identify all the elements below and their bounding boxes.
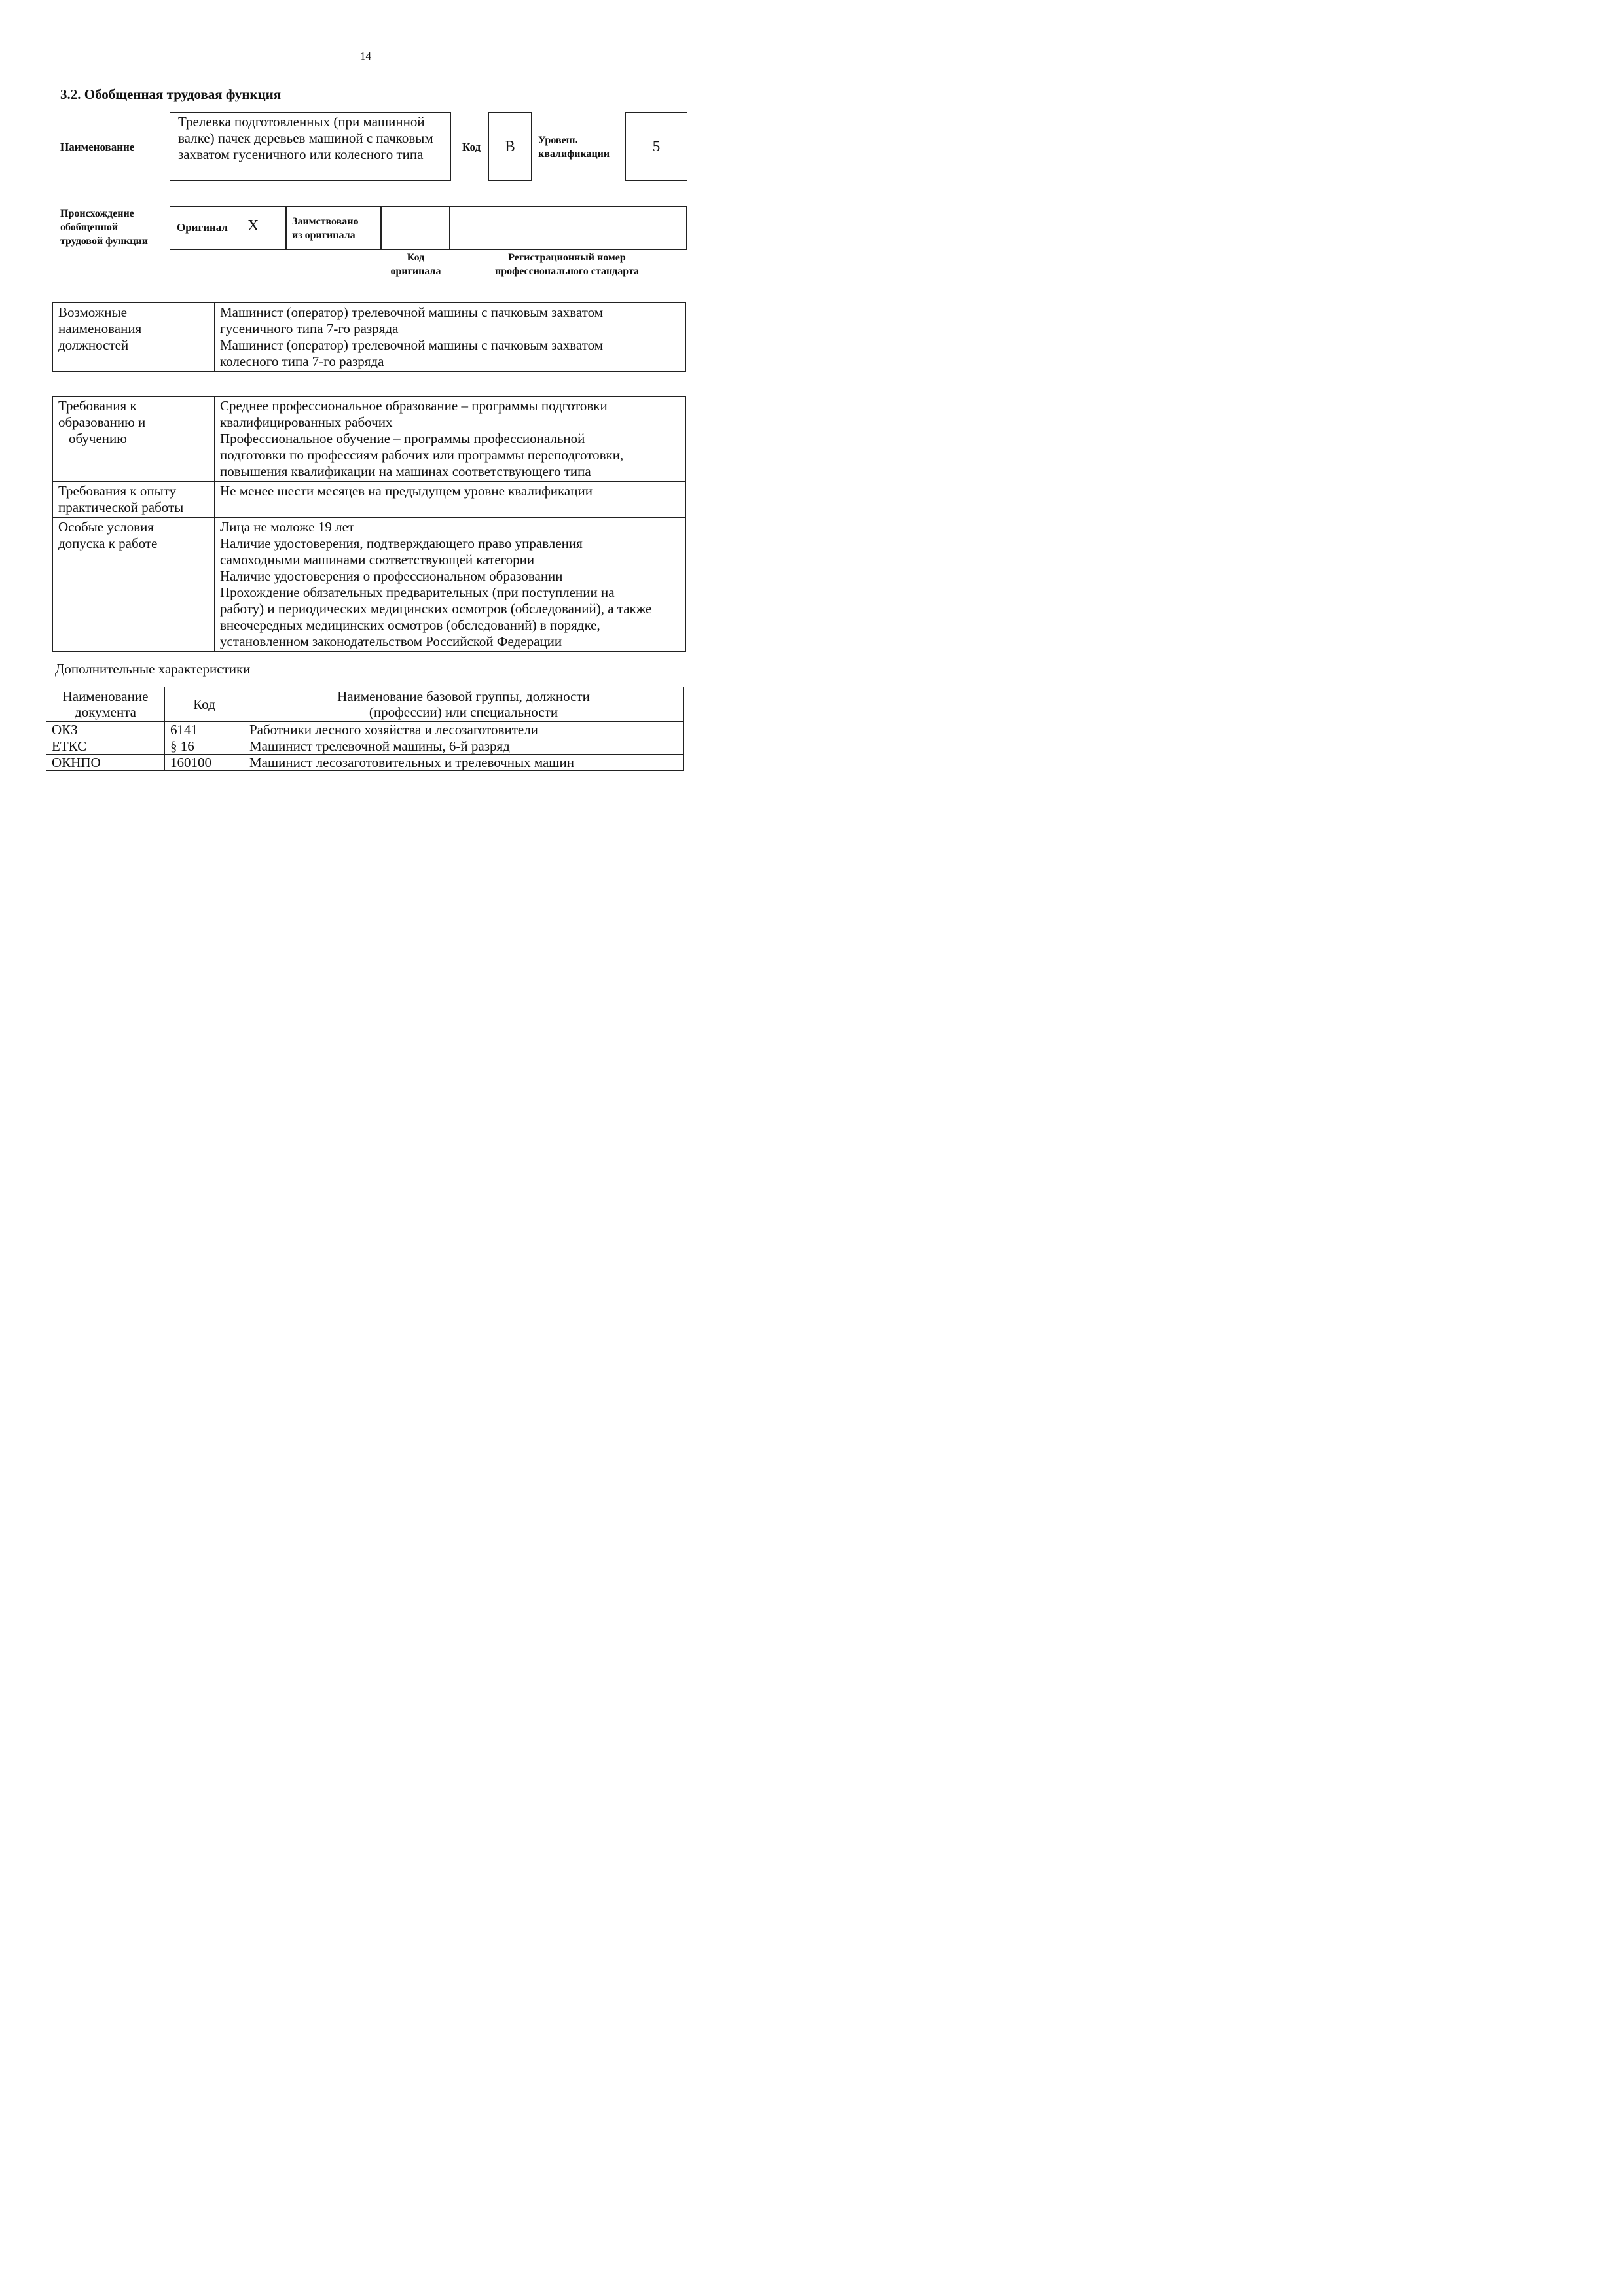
positions-value: Машинист (оператор) трелевочной машины с пачковым захватом гусеничного типа 7-го разряда Машинист (оператор) трелевочной машины с пачковым захватом колесного типа 7-го разряда: [215, 303, 686, 372]
code-box: [488, 112, 532, 181]
divider: [449, 206, 450, 250]
table-row: [46, 687, 684, 722]
row-doc: ОКЗ: [46, 722, 165, 738]
original-label: Оригинал: [177, 221, 228, 234]
row-code: 160100: [165, 755, 244, 771]
function-name-value: Трелевка подготовленных (при машинной валке) пачек деревьев машиной с пачковым захватом гусеничного или колесного типа: [178, 114, 433, 162]
table-row: [53, 397, 686, 482]
row-name: Машинист лесозаготовительных и трелевочных машин: [244, 755, 684, 771]
level-box: [625, 112, 687, 181]
experience-requirements-value: Не менее шести месяцев на предыдущем уровне квалификации: [215, 482, 686, 518]
borrowed-label: Заимствовано из оригинала: [292, 216, 359, 241]
row-name: Машинист трелевочной машины, 6-й разряд: [244, 738, 684, 755]
original-mark: X: [247, 217, 259, 234]
function-name-box: [170, 112, 451, 181]
registration-number-caption: Регистрационный номер профессионального стандарта: [495, 252, 639, 277]
origin-label: Происхождение обобщенной трудовой функции: [60, 208, 148, 247]
row-code: § 16: [165, 738, 244, 755]
level-value: 5: [652, 137, 661, 154]
divider: [285, 206, 287, 250]
row-doc: ОКНПО: [46, 755, 165, 771]
divider: [380, 206, 382, 250]
requirements-table: [52, 396, 686, 652]
page-number: 14: [360, 50, 371, 62]
table-row: [53, 518, 686, 652]
admission-conditions-label: Особые условия допуска к работе: [53, 518, 215, 652]
code-value: B: [505, 137, 515, 154]
row-code: 6141: [165, 722, 244, 738]
table-row: [46, 738, 684, 755]
table-row: [46, 755, 684, 771]
header-code: Код: [165, 687, 244, 722]
positions-label: Возможные наименования должностей: [53, 303, 215, 372]
table-row: [53, 482, 686, 518]
education-requirements-value: Среднее профессиональное образование – программы подготовки квалифицированных рабочих Профессиональное обучение – программы профессиональной подготовки по профессиям рабочих или программы переподготовки, повышения квалификации на машинах соответствующего типа: [215, 397, 686, 482]
education-requirements-label: Требования к образованию и обучению: [53, 397, 215, 482]
name-label: Наименование: [60, 141, 135, 153]
code-label: Код: [462, 141, 481, 153]
additional-characteristics-table: [46, 687, 684, 771]
header-document: Наименование документа: [46, 687, 165, 722]
table-row: [46, 722, 684, 738]
original-code-caption: Код оригинала: [390, 252, 441, 277]
positions-table: [52, 302, 686, 372]
row-doc: ЕТКС: [46, 738, 165, 755]
additional-characteristics-title: Дополнительные характеристики: [55, 661, 251, 677]
experience-requirements-label: Требования к опыту практической работы: [53, 482, 215, 518]
row-name: Работники лесного хозяйства и лесозаготовители: [244, 722, 684, 738]
section-title: 3.2. Обобщенная трудовая функция: [60, 86, 282, 102]
table-row: [53, 303, 686, 372]
qualification-level-label: Уровень квалификации: [538, 135, 610, 160]
origin-table: [170, 206, 687, 250]
admission-conditions-value: Лица не моложе 19 лет Наличие удостоверения, подтверждающего право управления самоходными машинами соответствующей категории Наличие удостоверения о профессиональном образовании Прохождение обязательных предварительных (при поступлении на работу) и периодических медицинских осмотров (обследований), а также внеочередных медицинских осмотров (обследований) в порядке, установленном законодательством Российской Федерации: [215, 518, 686, 652]
header-group-name: Наименование базовой группы, должности (профессии) или специальности: [244, 687, 684, 722]
